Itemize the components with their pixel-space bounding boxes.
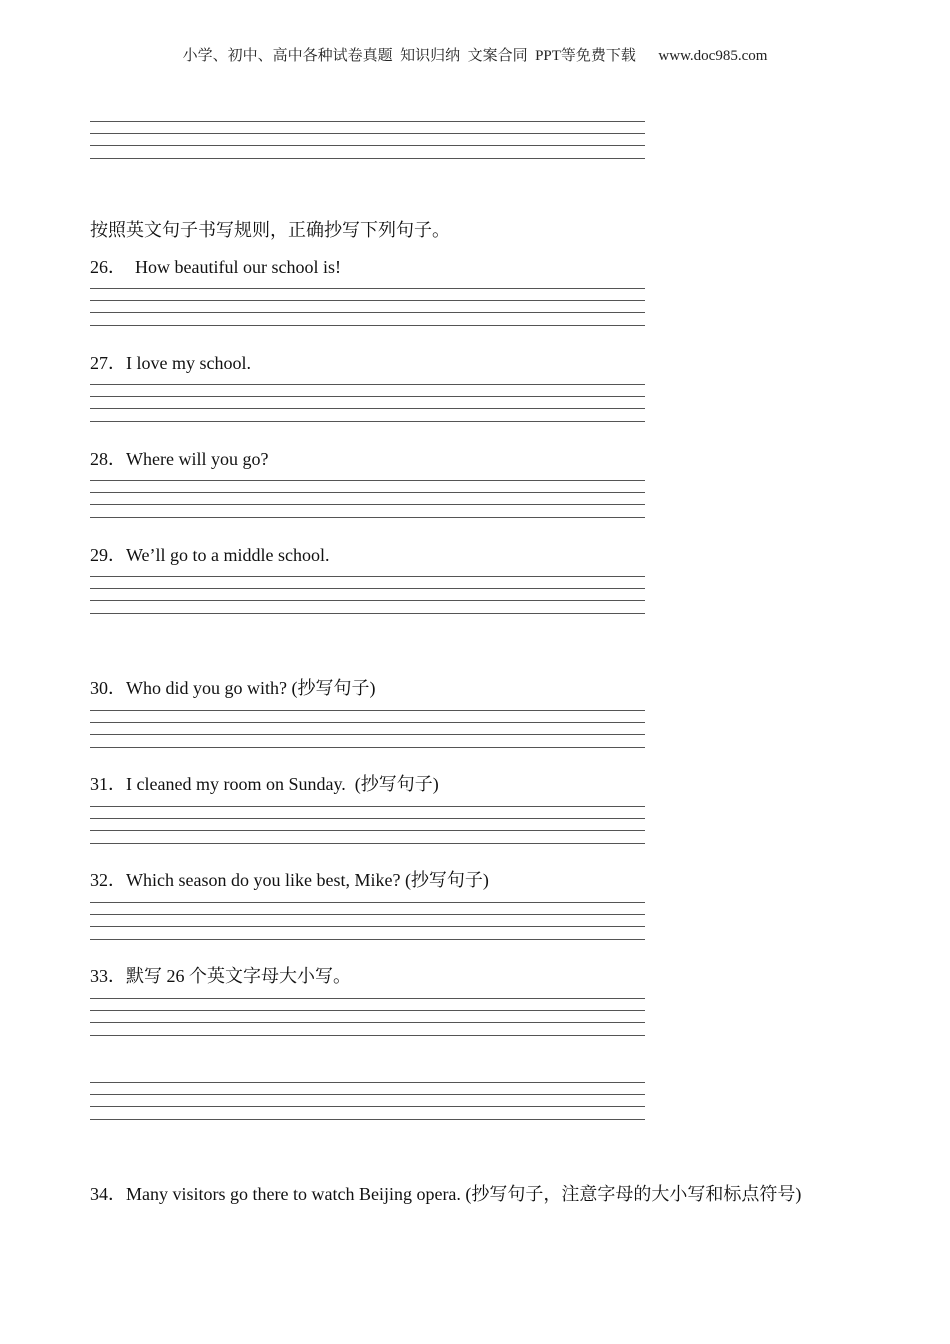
question-32 xyxy=(90,866,489,892)
question-text: I cleaned my room on Sunday. (抄写句子) xyxy=(126,774,439,794)
page-header: 小学、初中、高中各种试卷真题 知识归纳 文案合同 PPT等免费下载 www.doc985.com xyxy=(182,48,768,64)
question-number: 29． xyxy=(90,545,126,565)
question-27 xyxy=(90,349,251,375)
question-30 xyxy=(90,674,375,700)
question-34 xyxy=(90,1180,801,1206)
instruction-text: 按照英文句子书写规则，正确抄写下列句子。 xyxy=(90,220,450,240)
question-number: 33． xyxy=(90,966,126,986)
writing-lines[interactable] xyxy=(90,576,645,614)
question-text: Where will you go? xyxy=(126,449,269,469)
question-28 xyxy=(90,445,268,471)
writing-lines[interactable] xyxy=(90,806,645,844)
writing-lines[interactable] xyxy=(90,384,645,422)
question-number: 28． xyxy=(90,449,126,469)
question-number: 31． xyxy=(90,774,126,794)
question-31 xyxy=(90,770,439,796)
question-text: We’ll go to a middle school. xyxy=(126,545,330,565)
writing-lines[interactable] xyxy=(90,902,645,940)
question-number: 30． xyxy=(90,678,126,698)
question-text: Many visitors go there to watch Beijing opera. (抄写句子，注意字母的大小写和标点符号) xyxy=(126,1184,802,1204)
question-text: How beautiful our school is! xyxy=(126,257,341,277)
writing-lines[interactable] xyxy=(90,998,645,1036)
question-text: 默写 26 个英文字母大小写。 xyxy=(126,966,351,986)
question-text: Which season do you like best, Mike? (抄写句子) xyxy=(126,870,489,890)
question-number: 32． xyxy=(90,870,126,890)
question-number: 34． xyxy=(90,1184,126,1204)
writing-lines[interactable] xyxy=(90,710,645,748)
writing-lines[interactable] xyxy=(90,1082,645,1120)
writing-lines[interactable] xyxy=(90,480,645,518)
writing-lines[interactable] xyxy=(90,121,645,159)
question-33 xyxy=(90,962,351,988)
question-26 xyxy=(90,253,341,279)
question-text: Who did you go with? (抄写句子) xyxy=(126,678,376,698)
writing-lines[interactable] xyxy=(90,288,645,326)
question-29 xyxy=(90,541,330,567)
question-number: 27． xyxy=(90,353,126,373)
question-text: I love my school. xyxy=(126,353,251,373)
question-number: 26． xyxy=(90,257,126,277)
